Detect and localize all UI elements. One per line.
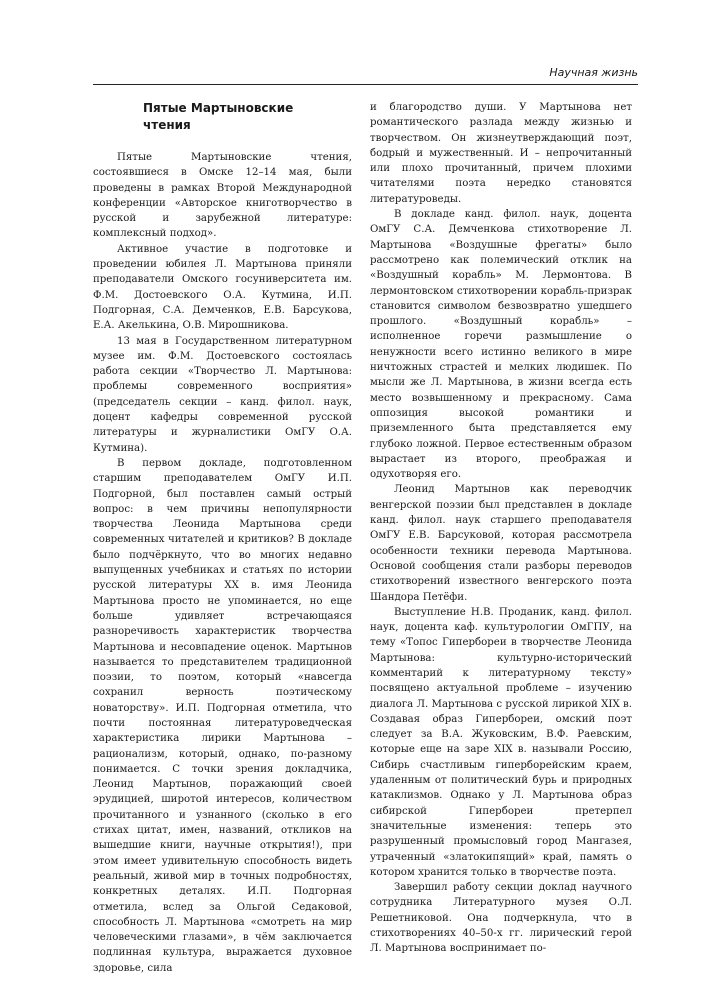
paragraph: В докладе канд. филол. наук, доцента ОмГУ С.А. Демченкова стихотворение Л. Мартынова «Воздушные фрегаты» было рассмотрено как полемический отклик на «Воздушный корабль» М. Лермонтова. В лермонтовском стихотворении корабль-призрак становится символом безвозвратно ушедшего прошлого. «Воздушный корабль» – исполненное горечи размышление о ненужности всего истинно великого в мире ничтожных страстей и мелких людишек. По мысли же Л. Мартынова, в жизни всегда есть место возвышенному и прекрасному. Сама оппозиция высокой романтики и приземленного быта представляется ему глубоко ложной. Первое естественным образом вырастает из второго, преображая и одухотворяя его.	[370, 209, 632, 481]
paragraph: Леонид Мартынов как переводчик венгерской поэзии был представлен в докладе канд. филол. наук старшего преподавателя ОмГУ Е.В. Барсуковой, которая рассмотрела особенности техники перевода Мартынова. Основой сообщения стали разборы переводов стихотворений известного венгерского поэта Шандора Петёфи.	[370, 484, 632, 603]
right-column	[370, 100, 632, 957]
paragraph: Пятые Мартыновские чтения, состоявшиеся в Омске 12–14 мая, были проведены в рамках Второй Международной конференции «Авторское книготворчество в русской и зарубежной литературе: комплексный подход».	[93, 152, 352, 240]
paragraph-continuation: и благородство души. У Мартынова нет романтического разлада между жизнью и творчеством. Он жизнеутверждающий поэт, бодрый и мужественный. И – непрочитанный или плохо прочитанный, причем плохими читателями поэта нередко становятся литературоведы.	[370, 102, 632, 205]
article-title: Пятые Мартыновские чтения	[143, 101, 294, 132]
paragraph: Активное участие в подготовке и проведении юбилея Л. Мартынова приняли преподаватели Омского госуниверситета им. Ф.М. Достоевского О.А. Кутмина, И.П. Подгорная, С.А. Демченков, Е.В. Барсукова, Е.А. Акелькина, О.В. Мирошникова.	[93, 243, 352, 332]
paragraph: 13 мая в Государственном литературном музее им. Ф.М. Достоевского состоялась работа секции «Творчество Л. Мартынова: проблемы современного восприятия» (председатель секции – канд. филол. наук, доцент кафедры современной русской литературы и журналистики ОмГУ О.А. Кутмина).	[93, 335, 352, 454]
paragraph: Завершил работу секции доклад научного сотрудника Литературного музея О.Л. Решетниковой. Она подчеркнула, что в стихотворениях 40–50-х гг. лирический герой Л. Мартынова воспринимает по-	[370, 882, 632, 955]
header-divider	[93, 84, 638, 85]
running-header	[93, 66, 638, 84]
section-name: Научная жизнь	[549, 66, 638, 79]
left-column	[93, 150, 352, 976]
paragraph: В первом докладе, подготовленном старшим преподавателем ОмГУ И.П. Подгорной, был поставлен самый острый вопрос: в чем причины непопулярности творчества Леонида Мартынова среди современных читателей и критиков? В докладе было подчёркнуто, что во многих недавно выпущенных учебниках и статьях по истории русской литературы ХХ в. имя Леонида Мартынова просто не упоминается, но еще больше удивляет встречающаяся разноречивость характеристик творчества Мартынова и несовпадение оценок. Мартынов называется то представителем традиционной поэзии, то поэтом, который «навсегда сохранил верность поэтическому новаторству». И.П. Подгорная отметила, что почти постоянная литературоведческая характеристика лирики Мартынова – рационализм, который, однако, по-разному понимается. С точки зрения докладчика, Леонид Мартынов, поражающий своей эрудицией, широтой интересов, количеством прочитанного и узнанного (сколько в его стихах цитат, имен, названий, откликов на вышедшие книги, научные открытия!), при этом имеет удивительную способность видеть реальный, живой мир в точных подробностях, конкретных деталях. И.П. Подгорная отметила, вслед за Ольгой Седаковой, способность Л. Мартынова «смотреть на мир человеческими глазами», в чём заключается подлинная культура, выражается духовное здоровье, сила	[93, 457, 352, 974]
paragraph: Выступление Н.В. Проданик, канд. филол. наук, доцента каф. культурологии ОмГПУ, на тему «Топос Гипербореи в творчестве Леонида Мартынова: культурно-исторический комментарий к литературному тексту» посвящено актуальной проблеме – изучению диалога Л. Мартынова с русской лирикой XIX в. Создавая образ Гипербореи, омский поэт следует за В.А. Жуковским, В.Ф. Раевским, которые еще на заре XIX в. называли Россию, Сибирь счастливым гиперборейским краем, удаленным от политический бурь и природных катаклизмов. Однако у Л. Мартынова образ сибирской Гипербореи претерпел значительные изменения: теперь это разрушенный промысловый город Мангазея, утраченный «златокипящий» край, память о котором хранится только в творчестве поэта.	[370, 606, 632, 878]
